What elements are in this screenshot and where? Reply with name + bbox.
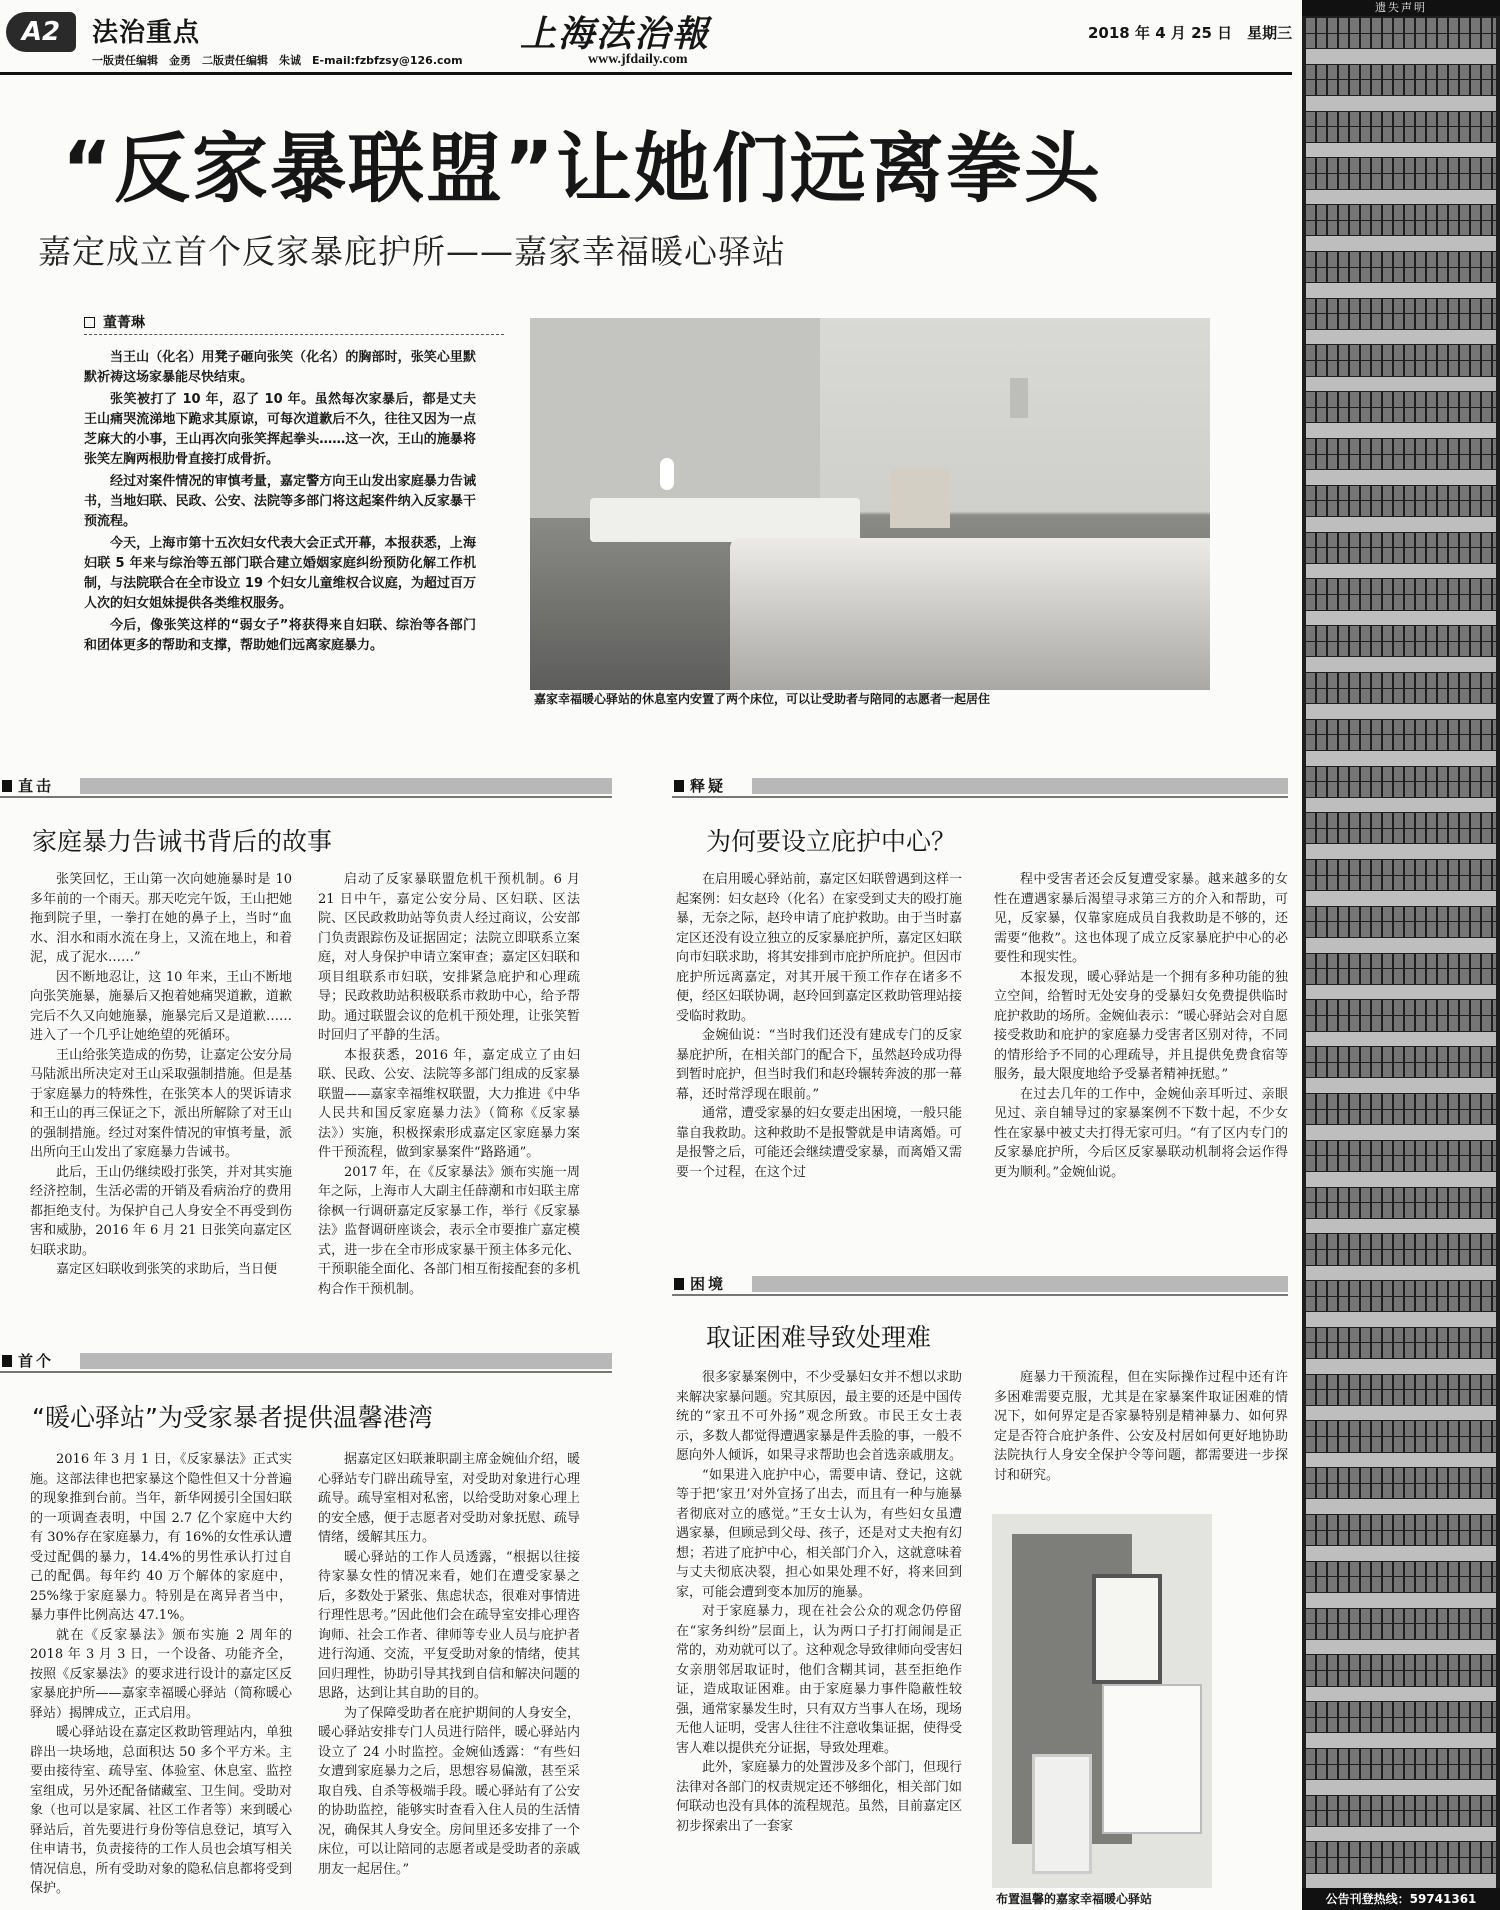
notice-line [1306,1858,1496,1873]
notice-line [1306,1515,1496,1530]
section-bar-kunjing [672,1274,1288,1296]
notice-line [1306,158,1496,173]
notice-line [1306,985,1496,1000]
byline-divider [84,334,504,335]
section-bar-fill [752,1276,1288,1292]
lead-paragraph: 当王山（化名）用凳子砸向张笑（化名）的胸部时，张笑心里默默祈祷这场家暴能尽快结束。 [84,350,476,385]
notice-line [1306,1499,1496,1514]
paragraph: 2016 年 3 月 1 日，《反家暴法》正式实施。这部法律也把家暴这个隐性但又十分普遍的现象推到台前。当年，新华网援引全国妇联的一项调查表明，中国 2.7 亿个家庭中大约有 30%存在家庭暴力，有 16%的女性承认遭受过配偶的暴力，14.4%的男性承认打过自己的配偶。每年约 40 万个解体的家庭中，25%缘于家庭暴力。特别是在离异者当中，暴力事件比例高达 47.1%。 [30,1452,292,1623]
notice-line [1306,1297,1496,1312]
notice-line [1306,408,1496,423]
notice-line [1306,720,1496,735]
article-title-shelter: 为何要设立庇护中心？ [706,827,957,856]
notice-line [1306,1531,1496,1546]
newspaper-url: www.jfdaily.com [588,52,688,67]
editors-line: 一版责任编辑 金勇 二版责任编辑 朱诚 E-mail:fzbfzsy@126.com [92,54,463,67]
paragraph: “如果进入庇护中心，需要申请、登记，这就等于把‘家丑’对外宣扬了出去，而且有一种与施暴者彻底对立的感觉。”王女士认为，有些妇女虽遭遇家暴，但顾忌到父母、孩子，还是对丈夫抱有幻想；若进了庇护中心，相关部门介入，这就意味着与丈夫彻底决裂，担心如果处理不好，将来回到家，可能会遭到变本加厉的施暴。 [676,1467,963,1600]
notice-line [1306,1733,1496,1748]
notice-line [1306,314,1496,329]
article-title-story: 家庭暴力告诫书背后的故事 [32,827,333,856]
notice-line [1306,283,1496,298]
subheadline: 嘉定成立首个反家暴庇护所——嘉家幸福暖心驿站 [38,232,786,271]
section-bar-fill [80,1353,612,1369]
photo-nightstand [890,468,950,528]
notice-line [1306,174,1496,189]
notice-line [1306,1593,1496,1608]
paragraph: 此外，家庭暴力的处置涉及多个部门，但现行法律对各部门的权责规定还不够细化，相关部门如何联动也没有具体的流程规范。虽然，目前嘉定区初步探索出了一套家 [676,1760,963,1834]
notice-line [1306,1250,1496,1265]
paragraph: 暖心驿站的工作人员透露，“根据以往接待家暴女性的情况来看，她们在遭受家暴之后，多数处于紧张、焦虑状态，很难对事情进行理性思考。”因此他们会在疏导室安排心理咨询师、社会工作者、律师等专业人员与庇护者进行沟通、交流，平复受助对象的情绪，使其回归理性，协助引导其找到自信和解决问题的思路，达到让其自助的目的。 [318,1549,580,1701]
notice-line [1306,751,1496,766]
article-column [994,870,1288,1182]
notices-hotline: 公告刊登热线：59741361 [1302,1888,1500,1910]
paragraph: 程中受害者还会反复遭受家暴。越来越多的女性在遭遇家暴后渴望寻求第三方的介入和帮助，可见，反家暴，仅靠家庭成员自我救助是不够的，还需要“他救”。这也体现了成立反家暴庇护中心的必要性和现实性。 [994,872,1288,965]
notice-line [1306,1453,1496,1468]
lead-paragraph: 今后，像张笑这样的“弱女子”将获得来自妇联、综治等各部门和团体更多的帮助和支撑，帮助她们远离家庭暴力。 [84,618,476,653]
photo-folding-screen [1102,1684,1202,1834]
lead-text [84,348,476,658]
section-bar-fill [752,778,1288,794]
author-name: 董菁琳 [103,315,145,331]
paragraph: 金婉仙说：“当时我们还没有建成专门的反家暴庇护所，在相关部门的配合下，虽然赵玲成功得到暂时庇护，但当时我们和赵玲辗转奔波的那一幕幕，还时常浮现在眼前。” [676,1028,963,1102]
notice-line [1306,127,1496,142]
masthead [0,0,1300,76]
notice-line [1306,1811,1496,1826]
notice-line [1306,1421,1496,1436]
notice-line [1306,423,1496,438]
notice-line [1306,34,1496,49]
notice-line [1306,1343,1496,1358]
notice-line [1306,891,1496,906]
notice-line [1306,1437,1496,1452]
notice-line [1306,1094,1496,1109]
notice-line [1306,1172,1496,1187]
notice-line [1306,49,1496,64]
notice-line [1306,735,1496,750]
notice-line [1306,143,1496,158]
headline: “反家暴联盟”让她们远离拳头 [62,124,1102,213]
notice-line [1306,1063,1496,1078]
notice-line [1306,1375,1496,1390]
notice-line [1306,96,1496,111]
paragraph: 通常，遭受家暴的妇女要走出困境，一般只能靠自我救助。这种救助不是报警就是申请离婚。可是报警之后，可能还会继续遭受家暴，而离婚又需要一个过程，在这个过 [676,1106,963,1180]
notice-line [1306,1266,1496,1281]
notice-line [1306,579,1496,594]
notice-line [1306,299,1496,314]
paragraph: 因不断地忍让，这 10 年来，王山不断地向张笑施暴，施暴后又抱着她痛哭道歉，道歉完后不久又向她施暴，施暴完后又是道歉……进入了一个几乎让她绝望的死循环。 [30,969,292,1043]
notice-line [1306,954,1496,969]
paragraph: 2017 年，在《反家暴法》颁布实施一周年之际，上海市人大副主任薛潮和市妇联主席徐枫一行调研嘉定反家暴工作，举行《反家暴法》监督调研座谈会，表示全市要推广嘉定模式，进一步在全市形成家暴干预主体多元化、干预职能全面化、各部门相互衔接配套的多机构合作干预机制。 [318,1164,580,1297]
notice-line [1306,1718,1496,1733]
notice-line [1306,1359,1496,1374]
article-column [30,1450,292,1899]
notices-title: 遗失声明 [1302,0,1500,16]
photo-window [1092,1574,1162,1684]
notice-line [1306,642,1496,657]
notice-line [1306,470,1496,485]
section-tag: 困境 [672,1274,738,1294]
article-column [318,870,580,1299]
notice-line [1306,236,1496,251]
notice-line [1306,1188,1496,1203]
notice-line [1306,1125,1496,1140]
article-column [318,1450,580,1879]
notice-line [1306,1328,1496,1343]
notice-line [1306,1219,1496,1234]
notice-line [1306,907,1496,922]
photo-bed-back [590,498,860,542]
notice-line [1306,876,1496,891]
section-bar-shiyi [672,776,1288,798]
lead-paragraph: 张笑被打了 10 年，忍了 10 年。虽然每次家暴后，都是丈夫王山痛哭流涕地下跪求其原谅，可每次道歉后不久，往往又因为一点芝麻大的小事，王山再次向张笑挥起拳头……这一次，王山的施暴将张笑左胸两根肋骨直接打成骨折。 [84,392,476,467]
section-bar-shouge [0,1351,612,1373]
notice-line [1306,18,1496,33]
notice-line [1306,1156,1496,1171]
section-bar-zhiji [0,776,612,798]
notice-line [1306,486,1496,501]
paragraph: 对于家庭暴力，现在社会公众的观念仍停留在“家务纠纷”层面上，认为两口子打打闹闹是正常的，劝劝就可以了。这种观念导致律师向受害妇女亲朋邻居取证时，他们含糊其词，甚至拒绝作证，造成取证困难。由于家庭暴力事件隐蔽性较强，通常家暴发生时，只有双方当事人在场，现场无他人证明，受害人往往不注意收集证据，使得受害人难以提供充分证据，导致处理难。 [676,1604,963,1756]
notice-line [1306,689,1496,704]
paragraph: 据嘉定区妇联兼职副主席金婉仙介绍，暖心驿站专门辟出疏导室，对受助对象进行心理疏导。疏导室相对私密，以给受助对象心理上的安全感，便于志愿者对受助对象抚慰、疏导情绪，缓解其压力。 [318,1452,580,1545]
article-column [994,1368,1288,1485]
paragraph: 就在《反家暴法》颁布实施 2 周年的 2018 年 3 月 3 日，一个设备、功能齐全，按照《反家暴法》的要求进行设计的嘉定区反家暴庇护所——嘉家幸福暖心驿站（简称暖心驿站）揭牌成立，正式启用。 [30,1627,292,1721]
paragraph: 庭暴力干预流程，但在实际操作过程中还有许多困难需要克服，尤其是在家暴案件取证困难的情况下，如何界定是否家暴特别是精神暴力、如何界定是否符合庇护条件、公安及村居如何更好地协助法院执行人身安全保护令等问题，都需要进一步探讨和研究。 [994,1370,1288,1483]
notice-line [1306,829,1496,844]
paragraph: 此后，王山仍继续殴打张笑，并对其实施经济控制，生活必需的开销及看病治疗的费用都拒绝支付。为保护自己人身安全不再受到伤害和威胁，2016 年 6 月 21 日张笑向嘉定区妇联求助。 [30,1164,292,1258]
paragraph: 在启用暖心驿站前，嘉定区妇联曾遇到这样一起案例：妇女赵玲（化名）在家受到丈夫的殴打施暴，无奈之际，赵玲申请了庇护救助。由于当时嘉定区还没有设立独立的反家暴庇护所，嘉定区妇联向市妇联求助，将其安排到市庇护所庇护。但因市庇护所远离嘉定，对其开展干预工作存在诸多不便，经区妇联协调，赵玲回到嘉定区救助管理站接受临时救助。 [676,872,963,1024]
photo-caption-second: 布置温馨的嘉家幸福暖心驿站 [996,1892,1153,1906]
paragraph: 很多家暴案例中，不少受暴妇女并不想以求助来解决家暴问题。究其原因，最主要的还是中国传统的“家丑不可外扬”观念所致。市民王女士表示，多数人都觉得遭遇家暴是件丢脸的事，一般不愿向外人倾诉，如果寻求帮助也会首选亲戚朋友。 [676,1370,963,1463]
paragraph: 为了保障受助者在庇护期间的人身安全，暖心驿站安排专门人员进行陪伴，暖心驿站内设立了 24 小时监控。金婉仙透露：“有些妇女遭到家庭暴力之后，思想容易偏激，甚至采取自残、自杀等极端手段。暖心驿站有了公安的协助监控，能够实时查看入住人员的生活情况，确保其人身安全。房间里还多安排了一个床位，可以让陪同的志愿者或是受助者的亲戚朋友一起居住。” [318,1705,580,1877]
section-bar-fill [80,778,612,794]
photo-rest-room [530,318,1210,690]
notice-line [1306,1281,1496,1296]
section-tag: 释疑 [672,776,738,796]
paragraph: 在过去几年的工作中，金婉仙亲耳听过、亲眼见过、亲自辅导过的家暴案例不下数十起，不少女性在家暴中被丈夫打得无家可归。“有了区内专门的反家暴庇护所，今后区反家暴联动机制将会运作得更为顺利。”金婉仙说。 [994,1086,1288,1180]
notice-line [1306,221,1496,236]
notice-line [1306,704,1496,719]
notice-line [1306,1796,1496,1811]
lead-paragraph: 经过对案件情况的审慎考量，嘉定警方向王山发出家庭暴力告诫书，当地妇联、民政、公安、法院等多部门将这起案件纳入反家暴干预流程。 [84,474,476,529]
notice-line [1306,1702,1496,1717]
photo-lamp [1010,378,1028,418]
notice-line [1306,938,1496,953]
notice-line [1306,112,1496,127]
notice-line [1306,1203,1496,1218]
notice-line [1306,65,1496,80]
notice-line [1306,922,1496,937]
byline-box-icon [84,317,95,328]
notice-line [1306,1141,1496,1156]
notice-line [1306,361,1496,376]
section-tag: 首个 [0,1351,66,1371]
notice-line [1306,1562,1496,1577]
notice-line [1306,80,1496,95]
section-tag: 直击 [0,776,66,796]
notice-line [1306,767,1496,782]
photo-station-interior [992,1514,1212,1888]
notice-line [1306,564,1496,579]
notice-line [1306,377,1496,392]
notice-line [1306,1032,1496,1047]
notice-line [1306,1078,1496,1093]
notice-line [1306,1655,1496,1670]
notice-line [1306,782,1496,797]
issue-date: 2018 年 4 月 25 日 星期三 [1088,24,1293,42]
notice-line [1306,1234,1496,1249]
notice-line [1306,190,1496,205]
paragraph: 嘉定区妇联收到张笑的求助后，当日便 [56,1262,278,1277]
notice-line [1306,1546,1496,1561]
notice-line [1306,1000,1496,1015]
notice-line [1306,455,1496,470]
notice-line [1306,798,1496,813]
paragraph: 启动了反家暴联盟危机干预机制。6 月 21 日中午，嘉定公安分局、区妇联、区法院、区民政救助站等负责人经过商议，公安部门负责跟踪伤及证据固定；法院立即联系立案庭，对人身保护申请立案审查；嘉定区妇联和项目组联系市妇联，安排紧急庇护和心理疏导；民政救助站积极联系市救助中心，给予帮助。通过联盟会议的危机干预处理，让张笑暂时回归了平静的生活。 [318,872,580,1043]
notice-line [1306,969,1496,984]
notice-line [1306,813,1496,828]
notice-line [1306,1484,1496,1499]
notice-line [1306,1842,1496,1857]
paragraph: 本报获悉，2016 年，嘉定成立了由妇联、民政、公安、法院等多部门组成的反家暴联盟——嘉家幸福维权联盟，大力推进《中华人民共和国反家庭暴力法》（简称《反家暴法》）实施，积极探索形成嘉定区家庭暴力案件干预流程，做到家暴案件“路路通”。 [318,1047,580,1160]
paragraph: 王山给张笑造成的伤势，让嘉定公安分局马陆派出所决定对王山采取强制措施。但是基于家庭暴力的特殊性，在张笑本人的哭诉请求和王山的再三保证之下，派出所解除了对王山的强制措施。经过对案件情况的审慎考量，派出所向王山发出了家庭暴力告诫书。 [30,1047,292,1160]
notice-line [1306,501,1496,516]
notice-line [1306,1687,1496,1702]
page-number-badge: A2 [6,12,76,52]
notices-text-block [1306,18,1496,1889]
notice-line [1306,1671,1496,1686]
notice-line [1306,548,1496,563]
article-column [676,870,962,1182]
article-column [30,870,292,1280]
article-title-evidence: 取证困难导致处理难 [706,1323,932,1352]
notice-line [1306,657,1496,672]
paragraph: 本报发现，暖心驿站是一个拥有多种功能的独立空间，给暂时无处安身的受暴妇女免费提供临时庇护救助的场所。金婉仙表示：“暖心驿站会对自愿接受救助和庇护的家庭暴力受害者区别对待，不同的情形给予不同的心理疏导，并且提供免费食宿等服务，最大限度地给予受暴者精神抚慰。” [994,969,1288,1082]
notice-line [1306,1874,1496,1889]
notice-line [1306,673,1496,688]
photo-caption-main: 嘉家幸福暖心驿站的休息室内安置了两个床位，可以让受助者与陪同的志愿者一起居住 [534,692,991,706]
classified-notices-strip [1302,0,1500,1910]
notice-line [1306,252,1496,267]
notice-line [1306,844,1496,859]
notice-line [1306,392,1496,407]
notice-line [1306,611,1496,626]
notice-line [1306,1765,1496,1780]
notice-line [1306,1827,1496,1842]
photo-wall [530,318,820,518]
byline [84,312,145,332]
notice-line [1306,205,1496,220]
paragraph: 张笑回忆，王山第一次向她施暴时是 10 多年前的一个雨天。那天吃完午饭，王山把她拖到院子里，一拳打在她的鼻子上，当时“血水、泪水和雨水流在身上，又流在地上，和着泥，成了泥水……” [30,872,292,965]
notice-line [1306,1640,1496,1655]
masthead-rule [0,72,1292,75]
notice-line [1306,1468,1496,1483]
photo-vase [660,458,674,490]
notice-line [1306,1577,1496,1592]
notice-line [1306,1110,1496,1125]
notice-line [1306,517,1496,532]
notice-line [1306,268,1496,283]
article-title-station: “暖心驿站”为受家暴者提供温馨港湾 [32,1403,433,1432]
article-column [676,1368,962,1836]
notice-line [1306,860,1496,875]
notice-line [1306,1749,1496,1764]
notice-line [1306,439,1496,454]
section-title: 法治重点 [92,18,201,48]
notice-line [1306,330,1496,345]
notice-line [1306,1047,1496,1062]
lead-paragraph: 今天，上海市第十五次妇女代表大会正式开幕，本报获悉，上海妇联 5 年来与综治等五部门联合建立婚姻家庭纠纷预防化解工作机制，与法院联合在全市设立 19 个妇女儿童维权合议庭，为超过百万人次的妇女姐妹提供各类维权服务。 [84,536,476,611]
notice-line [1306,1406,1496,1421]
newspaper-logo: 上海法治報 [520,13,711,55]
photo-chair [1032,1754,1092,1874]
paragraph: 暖心驿站设在嘉定区救助管理站内，单独辟出一块场地，总面积达 50 多个平方米。主要由接待室、疏导室、体验室、休息室、监控室组成，另外还配备储藏室、卫生间。受助对象（也可以是家属、社区工作者等）来到暖心驿站后，首先要进行身份等信息登记，填写入住申请书，负责接待的工作人员也会填写相关情况信息，所有受助对象的隐私信息都将受到保护。 [30,1725,292,1896]
notice-line [1306,1609,1496,1624]
notice-line [1306,533,1496,548]
photo-bed-front [730,538,1210,690]
notice-line [1306,1016,1496,1031]
notice-line [1306,1624,1496,1639]
notice-line [1306,1312,1496,1327]
notice-line [1306,345,1496,360]
notice-line [1306,595,1496,610]
notice-line [1306,626,1496,641]
notice-line [1306,1780,1496,1795]
notice-line [1306,1390,1496,1405]
